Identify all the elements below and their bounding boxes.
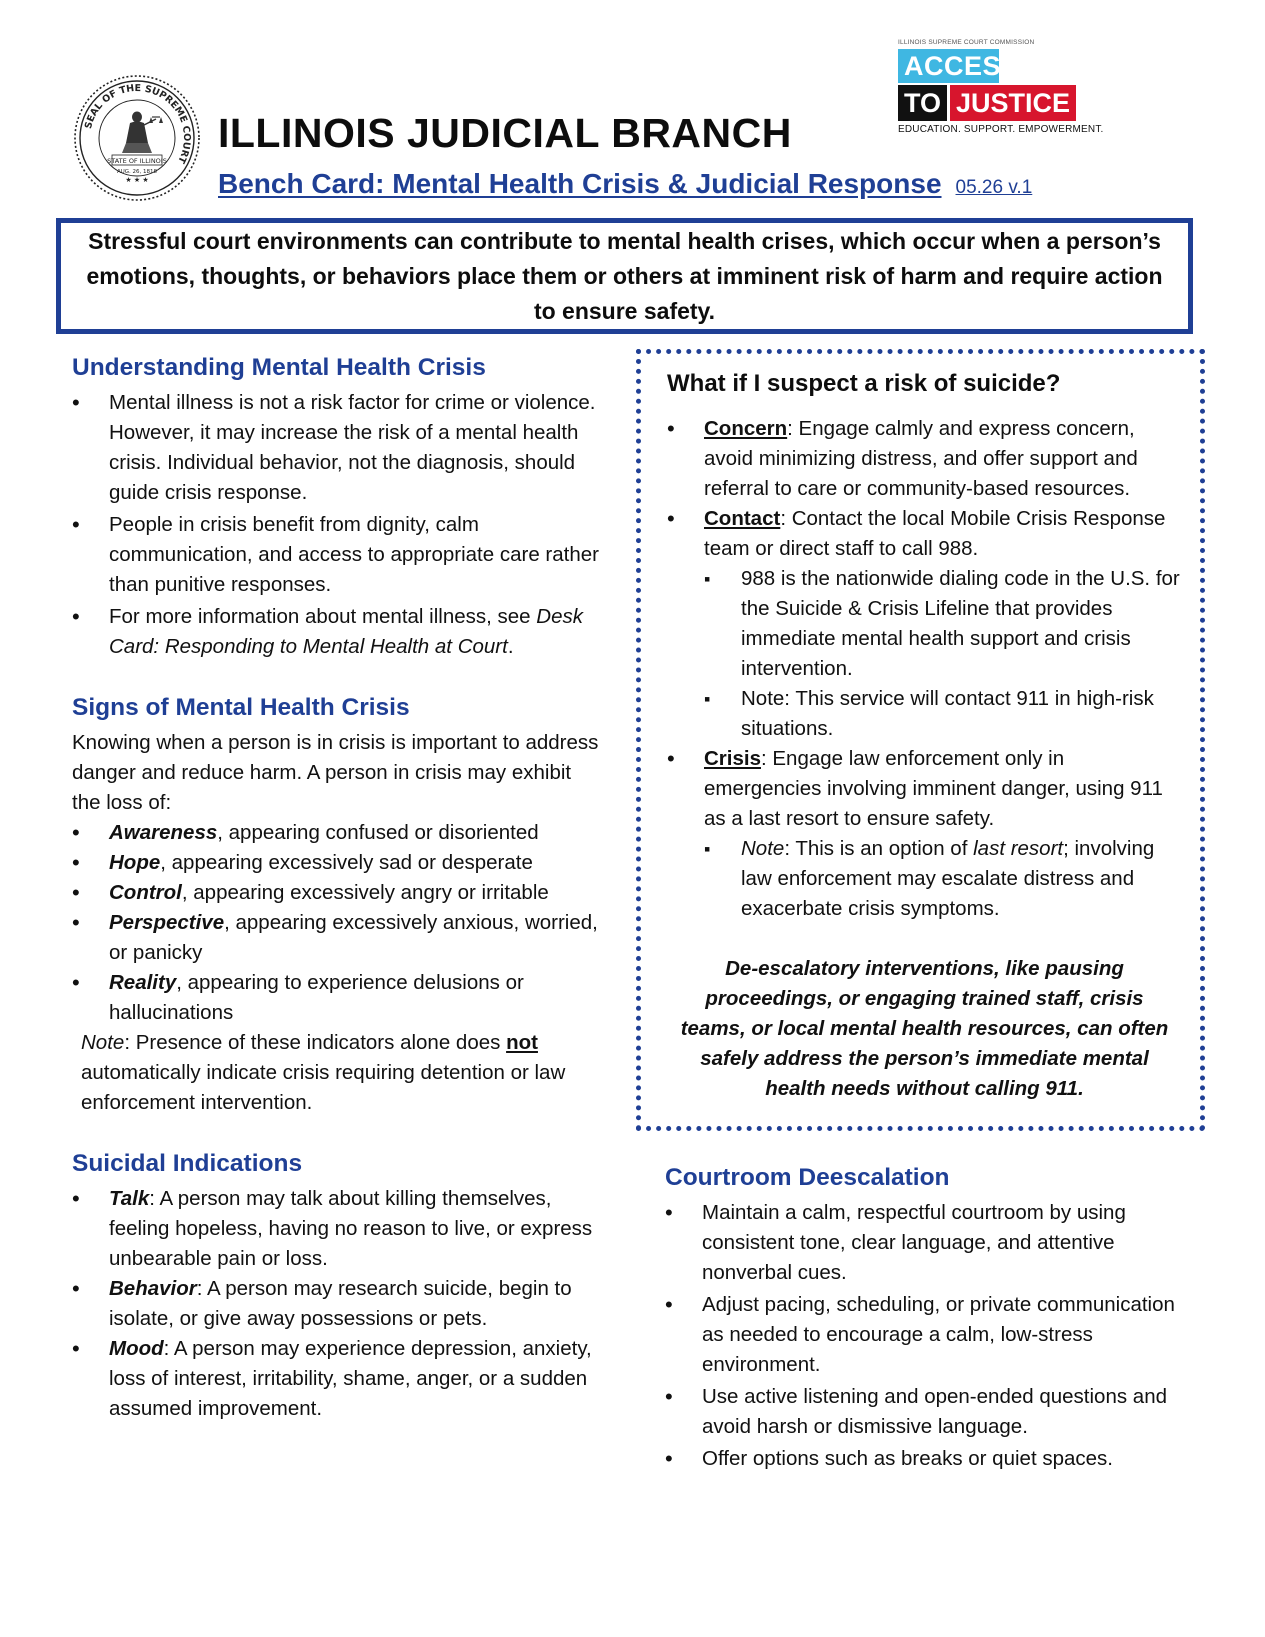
page-title: ILLINOIS JUDICIAL BRANCH [218,110,792,156]
intro-box [56,218,1193,334]
logo-to-text: TO [898,85,947,121]
deescalation-list [665,1198,1200,1474]
list-item: • Reality, appearing to experience delusions or hallucinations [72,968,602,1028]
svg-text:★ ★ ★: ★ ★ ★ [125,176,149,184]
right-column [665,1162,1200,1474]
list-item: • People in crisis benefit from dignity, calm communication, and access to appropriate care rather than punitive responses. [72,510,602,600]
list-item: • Talk: A person may talk about killing themselves, feeling hopeless, having no reason to live, or express unbearable pain or loss. [72,1184,602,1274]
supreme-court-seal-logo [72,73,202,203]
access-to-justice-logo [898,39,1104,143]
understanding-list [72,388,602,662]
suicidal-indications-list [72,1184,602,1424]
list-item: • Hope, appearing excessively sad or desperate [72,848,602,878]
suicide-risk-list [667,414,1182,924]
list-item: • Control, appearing excessively angry or irritable [72,878,602,908]
sub-list-item: ▪ 988 is the nationwide dialing code in the U.S. for the Suicide & Crisis Lifeline that provides immediate mental health support and crisis intervention. [667,564,1182,684]
sub-list-item: ▪ Note: This service will contact 911 in high-risk situations. [667,684,1182,744]
suicide-risk-heading: What if I suspect a risk of suicide? [667,370,1061,397]
list-item: • Mood: A person may experience depression, anxiety, loss of interest, irritability, shame, anger, or a sudden assumed improvement. [72,1334,602,1424]
logo-commission-text: ILLINOIS SUPREME COURT COMMISSION [898,39,1035,46]
signs-list [72,818,602,1028]
intro-text: Stressful court environments can contribute to mental health crises, which occur when a person’s emotions, thoughts, or behaviors place them or others at imminent risk of harm and require action to ensure safety. [86,227,1163,324]
logo-tagline: EDUCATION. SUPPORT. EMPOWERMENT. [898,124,1104,135]
list-item: • Offer options such as breaks or quiet spaces. [665,1444,1200,1474]
list-item: • For more information about mental illness, see Desk Card: Responding to Mental Health at Court. [72,602,602,662]
seal-date-text: AUG. 26, 1818 [116,169,158,175]
list-item: • Adjust pacing, scheduling, or private communication as needed to encourage a calm, low-stress environment. [665,1290,1200,1380]
seal-center-text: STATE OF ILLINOIS [107,157,167,165]
list-item: • Concern: Engage calmly and express concern, avoid minimizing distress, and offer support and referral to care or community-based resources. [667,414,1182,504]
signs-note: Note: Presence of these indicators alone does not automatically indicate crisis requiring detention or law enforcement intervention. [81,1031,566,1114]
bench-card-subtitle: Bench Card: Mental Health Crisis & Judicial Response [218,168,942,199]
contact-sublist [667,564,1182,744]
courtroom-deescalation-heading: Courtroom Deescalation [665,1164,950,1191]
list-item: • Use active listening and open-ended questions and avoid harsh or dismissive language. [665,1382,1200,1442]
list-item: • Perspective, appearing excessively anxious, worried, or panicky [72,908,602,968]
sub-list-item: ▪ Note: This is an option of last resort; involving law enforcement may escalate distress and exacerbate crisis symptoms. [667,834,1182,924]
signs-heading: Signs of Mental Health Crisis [72,694,410,721]
seal-ring-text: SEAL OF THE SUPREME COURT [82,82,193,165]
suicide-risk-box [636,349,1205,1131]
understanding-heading: Understanding Mental Health Crisis [72,354,486,381]
list-item: • Mental illness is not a risk factor for crime or violence. However, it may increase the risk of a mental health crisis. Individual behavior, not the diagnosis, should guide crisis response. [72,388,602,508]
crisis-sublist [667,834,1182,924]
suicidal-indications-heading: Suicidal Indications [72,1150,303,1177]
logo-access-text: ACCESS [898,49,999,83]
list-item: • Contact: Contact the local Mobile Crisis Response team or direct staff to call 988. ▪ 988 is the nationwide dialing code in the U.S. for the Suicide & Crisis Lifeline that provides immediate mental health support and crisis intervention. ▪ Note: This service will contact 911 in high-risk situations. [667,504,1182,744]
list-item: • Maintain a calm, respectful courtroom by using consistent tone, clear language, and attentive nonverbal cues. [665,1198,1200,1288]
logo-justice-text: JUSTICE [950,85,1076,121]
signs-intro: Knowing when a person is in crisis is important to address danger and reduce harm. A person in crisis may exhibit the loss of: [72,731,599,814]
subtitle-row [218,168,1032,200]
desk-card-reference: Desk Card: Responding to Mental Health at Court [109,605,583,658]
deescalation-callout: De-escalatory interventions, like pausing proceedings, or engaging trained staff, crisis teams, or local mental health resources, can often safely address the person’s immediate mental health needs without calling 911. [680,957,1169,1100]
left-column [72,352,602,1424]
list-item: • Awareness, appearing confused or disoriented [72,818,602,848]
list-item: • Crisis: Engage law enforcement only in emergencies involving imminent danger, using 911 as a last resort to ensure safety. ▪ Note: This is an option of last resort; involving law enforcement may escalate distress and exacerbate crisis symptoms. [667,744,1182,924]
version-label: 05.26 v.1 [955,177,1033,198]
list-item: • Behavior: A person may research suicide, begin to isolate, or give away possessions or pets. [72,1274,602,1334]
logo-to-justice-row [898,85,1071,121]
